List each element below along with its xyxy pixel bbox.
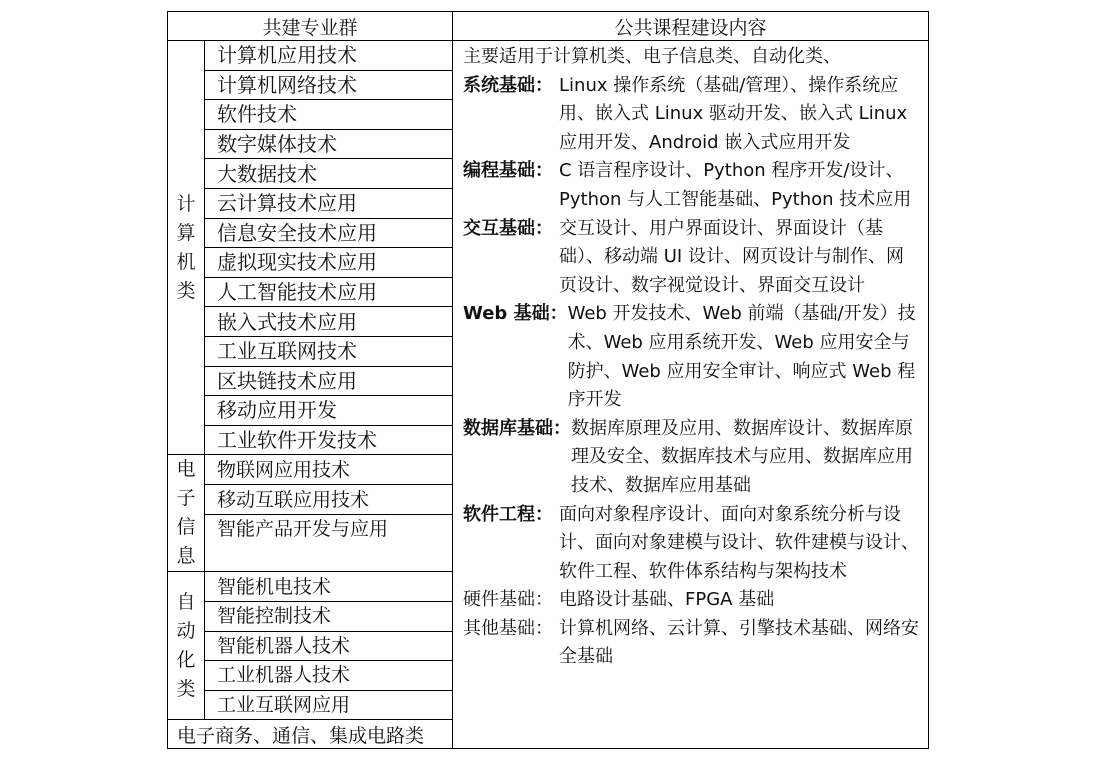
content-intro: 主要适用于计算机类、电子信息类、自动化类、	[463, 46, 842, 67]
block-label: 交互基础：	[463, 217, 554, 239]
major-cell: 数字媒体技术	[205, 129, 453, 159]
block-label: 编程基础：	[463, 160, 554, 182]
category-char: 计	[176, 192, 196, 215]
block-label: 软件工程：	[463, 503, 554, 525]
category-char: 机	[176, 250, 196, 273]
block-text: Linux 操作系统（基础/管理）、操作系统应用、嵌入式 Linux 驱动开发、嵌入式 Linux 应用开发、Android 嵌入式应用开发	[559, 74, 908, 153]
category-automation	[168, 572, 205, 720]
other-groups-cell: 电子商务、通信、集成电路类	[168, 720, 453, 749]
major-cell: 软件技术	[205, 100, 453, 130]
category-electronic	[168, 455, 205, 572]
block-text: 计算机网络、云计算、引擎技术基础、网络安全基础	[559, 617, 920, 668]
major-cell: 大数据技术	[205, 159, 453, 189]
major-cell: 智能控制技术	[205, 601, 453, 631]
content-block	[463, 586, 920, 615]
major-cell: 区块链技术应用	[205, 366, 453, 396]
block-text: 面向对象程序设计、面向对象系统分析与设计、面向对象建模与设计、软件建模与设计、软件工程、软件体系结构与架构技术	[559, 503, 920, 582]
major-cell: 嵌入式技术应用	[205, 307, 453, 337]
block-label: 硬件基础：	[463, 589, 554, 611]
content-block	[463, 300, 920, 414]
block-label: Web 基础：	[463, 303, 568, 325]
major-cell: 智能机电技术	[205, 572, 453, 602]
block-text: 数据库原理及应用、数据库设计、数据库原理及安全、数据库技术与应用、数据库应用技术、数据库应用基础	[571, 417, 914, 496]
category-char: 子	[176, 487, 196, 510]
major-cell: 工业软件开发技术	[205, 425, 453, 455]
major-cell: 云计算技术应用	[205, 188, 453, 218]
course-table	[167, 11, 929, 749]
category-char: 息	[176, 545, 196, 568]
header-course-content: 公共课程建设内容	[453, 12, 929, 41]
course-content-cell	[453, 41, 929, 749]
content-block	[463, 215, 920, 301]
content-block	[463, 501, 920, 587]
block-text: C 语言程序设计、Python 程序开发/设计、Python 与人工智能基础、Python 技术应用	[559, 160, 912, 210]
block-label: 数据库基础：	[463, 417, 572, 439]
block-label: 系统基础：	[463, 74, 554, 96]
table-row	[168, 41, 929, 71]
header-major-group: 共建专业群	[168, 12, 453, 41]
category-char: 自	[176, 590, 196, 613]
content-block	[463, 72, 920, 158]
major-cell: 工业互联网技术	[205, 336, 453, 366]
category-char: 类	[176, 279, 196, 302]
major-cell: 物联网应用技术	[205, 455, 453, 485]
major-cell: 工业互联网应用	[205, 690, 453, 720]
table-header-row	[168, 12, 929, 41]
category-char: 化	[176, 648, 196, 671]
major-cell: 工业机器人技术	[205, 661, 453, 691]
major-cell: 移动互联应用技术	[205, 485, 453, 515]
category-char: 电	[176, 458, 196, 481]
content-block	[463, 415, 920, 501]
category-char: 动	[176, 619, 196, 642]
category-char: 信	[176, 516, 196, 539]
content-block	[463, 615, 920, 672]
major-cell: 智能产品开发与应用	[205, 515, 453, 572]
content-block	[463, 157, 920, 214]
major-cell: 计算机应用技术	[205, 41, 453, 71]
category-computer	[168, 41, 205, 455]
major-cell: 人工智能技术应用	[205, 277, 453, 307]
category-char: 类	[176, 677, 196, 700]
major-cell: 信息安全技术应用	[205, 218, 453, 248]
major-cell: 智能机器人技术	[205, 631, 453, 661]
major-cell: 虚拟现实技术应用	[205, 248, 453, 278]
block-label: 其他基础：	[463, 617, 554, 639]
major-cell: 计算机网络技术	[205, 70, 453, 100]
block-text: 电路设计基础、FPGA 基础	[559, 589, 775, 611]
block-text: Web 开发技术、Web 前端（基础/开发）技术、Web 应用系统开发、Web 应用安全与防护、Web 应用安全审计、响应式 Web 程序开发	[567, 303, 916, 411]
block-text: 交互设计、用户界面设计、界面设计（基础）、移动端 UI 设计、网页设计与制作、网页设计、数字视觉设计、界面交互设计	[559, 217, 904, 296]
major-cell: 移动应用开发	[205, 396, 453, 426]
category-char: 算	[176, 221, 196, 244]
